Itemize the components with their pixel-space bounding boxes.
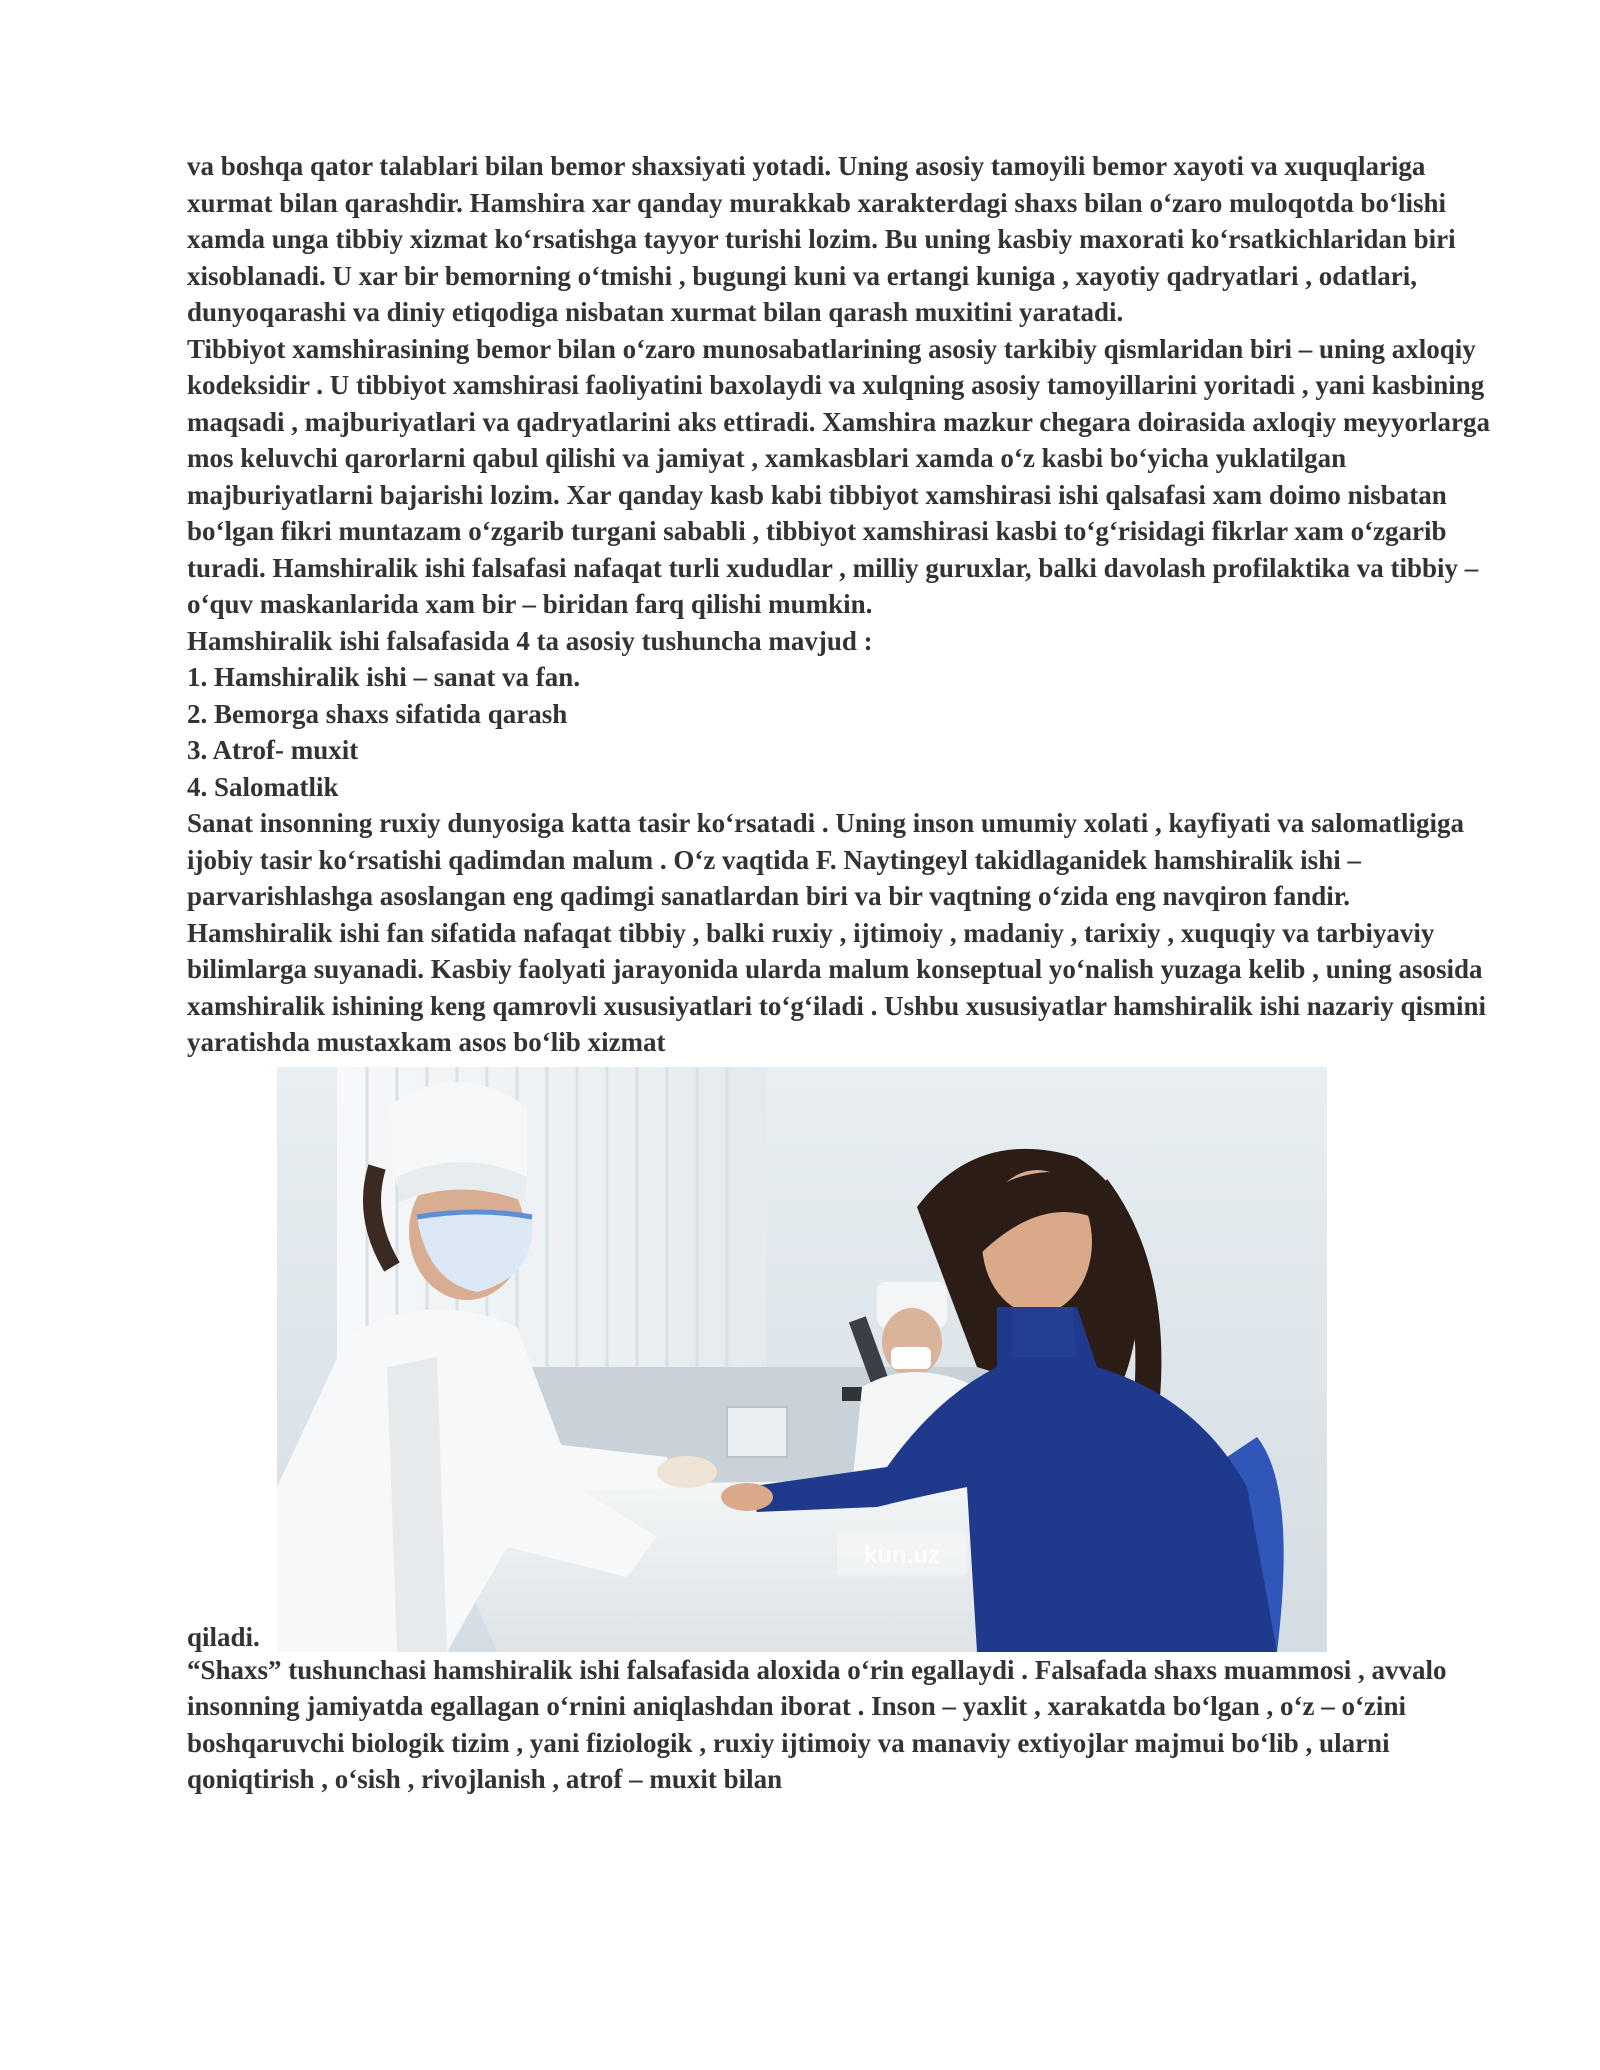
paragraph-ethics-code: Tibbiyot xamshirasining bemor bilan o‘zaro munosabatlarining asosiy tarkibiy qismlaridan biri – uning axloqiy kodeksidir . U tibbiyot xamshirasi faoliyatini baxolaydi va xulqning asosiy tamoyillarini yoritadi , yani kasbining maqsadi , majburiyatlari va qadryatlarini aks ettiradi. Xamshira mazkur chegara doirasida axloqiy meyyorlarga mos keluvchi qarorlarni qabul qilishi va jamiyat , xamkasblari xamda o‘z kasbi bo‘yicha yuklatilgan majburiyatlarni bajarishi lozim. Xar qanday kasb kabi tibbiyot xamshirasi ishi qalsafasi xam doimo nisbatan bo‘lgan fikri muntazam o‘zgarib turgani sababli , tibbiyot xamshirasi kasbi to‘g‘risidagi fikrlar xam o‘zgarib turadi. Hamshiralik ishi falsafasi nafaqat turli xududlar , milliy guruxlar, balki davolash profilaktika va tibbiy – o‘quv maskanlarida xam bir – biridan farq qilishi mumkin. [187, 333, 1490, 619]
list-item: 4. Salomatlik [187, 771, 339, 802]
paragraph-art: Sanat insonning ruxiy dunyosiga katta tasir ko‘rsatadi . Uning inson umumiy xolati , kayfiyati va salomatligiga ijobiy tasir ko‘rsatishi qadimdan malum . O‘z vaqtida F. Naytingeyl takidlaganidek hamshiralik ishi – parvarishlashga asoslangan eng qadimgi sanatlardan biri va bir vaqtning o‘zida eng navqiron fandir. [187, 808, 1464, 911]
svg-text:kun.uz: kun.uz [864, 1541, 940, 1569]
nurse-patient-photo [277, 1067, 1327, 1652]
list-item: 2. Bemorga shaxs sifatida qarash [187, 698, 568, 729]
paragraph-four-concepts-intro: Hamshiralik ishi falsafasida 4 ta asosiy tushuncha mavjud : [187, 625, 873, 656]
watermark [837, 1532, 967, 1576]
paragraph-tail: qiladi. [187, 1622, 260, 1652]
document-page [187, 148, 1517, 1798]
paragraph-patient-personality: va boshqa qator talablari bilan bemor shaxsiyati yotadi. Uning asosiy tamoyili bemor xayoti va xuquqlariga xurmat bilan qarashdir. Hamshira xar qanday murakkab xarakterdagi shaxs bilan o‘zaro muloqotda bo‘lishi xamda unga tibbiy xizmat ko‘rsatishga tayyor turishi lozim. Bu uning kasbiy maxorati ko‘rsatkichlaridan biri xisoblanadi. U xar bir bemorning o‘tmishi , bugungi kuni va ertangi kuniga , xayotiy qadryatlari , odatlari, dunyoqarashi va diniy etiqodiga nisbatan xurmat bilan qarash muxitini yaratadi. [187, 151, 1456, 327]
paragraph-science: Hamshiralik ishi fan sifatida nafaqat tibbiy , balki ruxiy , ijtimoiy , madaniy , tarixiy , xuquqiy va tarbiyaviy bilimlarga suyanadi. Kasbiy faolyati jarayonida ularda malum konseptual yo‘nalish yuzaga kelib , uning asosida xamshiralik ishining keng qamrovli xususiyatlari to‘g‘iladi . Ushbu xususiyatlar hamshiralik ishi nazariy qismini yaratishda mustaxkam asos bo‘lib xizmat [187, 917, 1487, 1057]
photo-line [187, 1067, 1517, 1652]
paragraph-personality-concept: “Shaxs” tushunchasi hamshiralik ishi falsafasida aloxida o‘rin egallaydi . Falsafada shaxs muammosi , avvalo insonning jamiyatda egallagan o‘rnini aniqlashdan iborat . Inson – yaxlit , xarakatda bo‘lgan , o‘z – o‘zini boshqaruvchi biologik tizim , yani fiziologik , ruxiy ijtimoiy va manaviy extiyojlar majmui bo‘lib , ularni qoniqtirish , o‘sish , rivojlanish , atrof – muxit bilan [187, 1654, 1447, 1794]
list-item: 1. Hamshiralik ishi – sanat va fan. [187, 662, 581, 692]
list-item: 3. Atrof- muxit [187, 735, 359, 765]
